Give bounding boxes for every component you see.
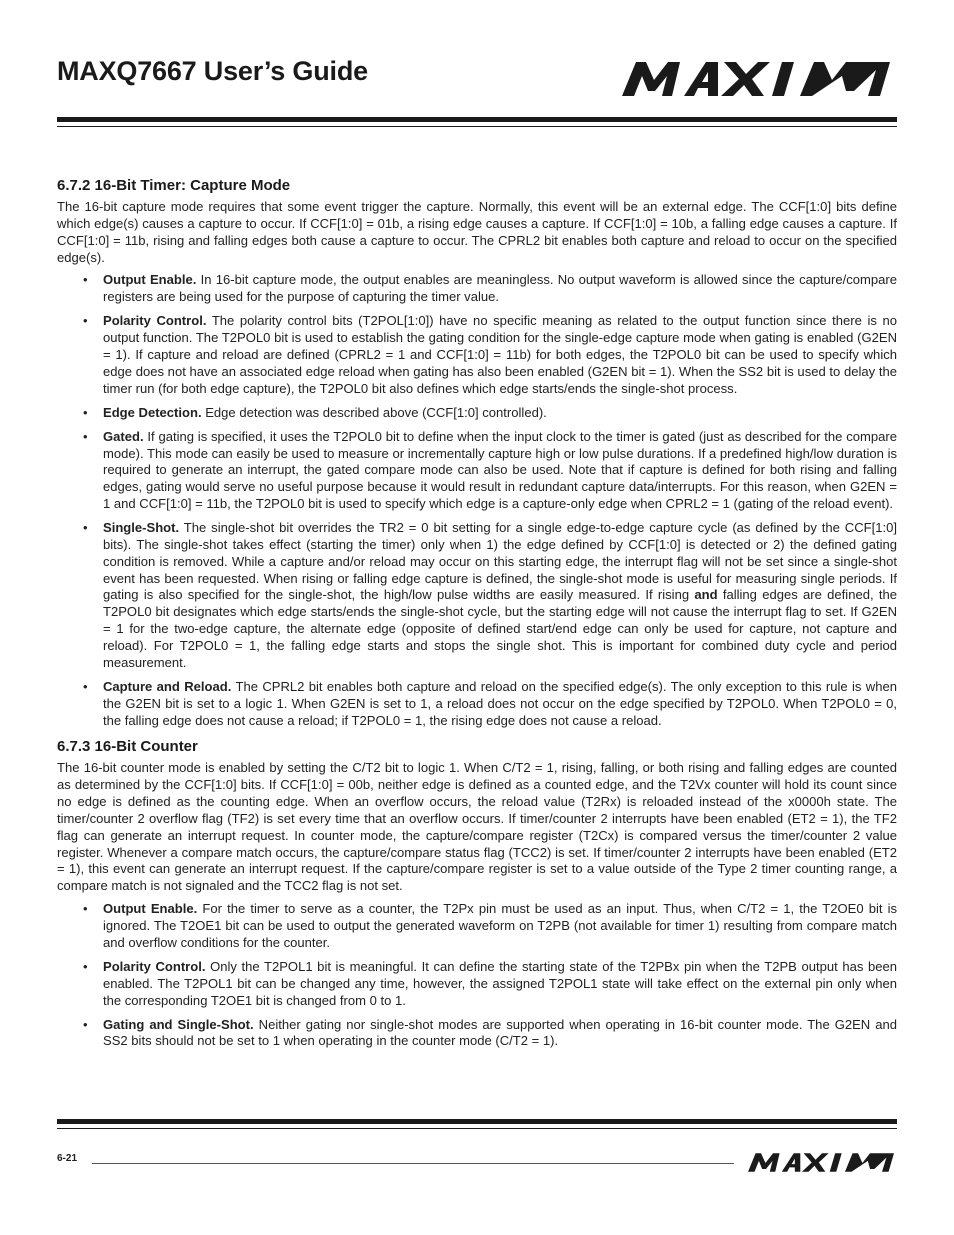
bullet-term: Output Enable. <box>103 901 198 917</box>
section-intro-counter: The 16-bit counter mode is enabled by setting the C/T2 bit to logic 1. When C/T2 = 1, rising, falling, or both rising and falling edges are counted as determined by the CCF[1:0] bits. If CCF[1:0] = 00b, neither edge is defined as a counted edge, and the T2Vx counter will hold its count since no edge is defined as the counting edge. When an overflow occurs, the reload value (T2Rx) is reloaded instead of the x0000h state. The timer/counter 2 overflow flag (TF2) is set every time that an overflow occurs. If timer/counter 2 interrupts have been enabled (ET2 = 1), the TF2 flag can generate an interrupt request. In counter mode, the capture/compare register (T2Cx) is compared versus the timer/counter 2 value register. Whenever a compare match occurs, the capture/compare status flag (TCC2) is set. If timer/counter 2 interrupts have been enabled (ET2 = 1), this event can generate an interrupt request. If the capture/compare register is set to a value outside of the Type 2 timer counting range, a compare match is not signaled and the TCC2 flag is not set. <box>57 760 897 894</box>
footer-rule-thick <box>57 1119 897 1124</box>
list-item <box>57 429 897 513</box>
list-item <box>57 313 897 397</box>
bullet-term: Polarity Control. <box>103 958 206 974</box>
list-item <box>57 520 897 672</box>
bullet-term: Capture and Reload. <box>103 678 232 694</box>
header-rule-thick <box>57 117 897 122</box>
bullet-text: The single-shot bit overrides the TR2 = 0 bit setting for a single edge-to-edge capture cycle (as defined by the CCF[1:0] bits). The single-shot takes effect (starting the timer) only when 1) the edge defined by CCF[1:0] is detected or 2) the defined gating condition is removed. While a capture and/or reload may occur on this starting edge, the interrupt flag will not be set since a single-shot event has been requested. When rising or falling edge capture is defined, the single-shot mode is useful for measuring single periods. If gating is also specified for the single-shot, the high/low pulse widths are easily measured. If rising <box>103 520 897 603</box>
bullet-text: Only the T2POL1 bit is meaningful. It can define the starting state of the T2PBx pin when the T2PB output has been enabled. The T2POL1 bit can be changed any time, however, the assigned T2POL1 state will take effect on the external pin only when the corresponding T2OE1 bit is changed from 0 to 1. <box>103 958 898 1008</box>
bullet-text: For the timer to serve as a counter, the T2Px pin must be used as an input. Thus, when C/T2 = 1, the T2OE0 bit is ignored. The T2OE1 bit can be used to output the generated waveform on T2PB (not available for timer 1) resulting from compare match and overflow conditions for the counter. <box>103 901 898 950</box>
bullet-term: Edge Detection. <box>103 404 202 420</box>
bullet-text: If gating is specified, it uses the T2POL0 bit to define when the input clock to the timer is gated (just as described for the compare mode). This mode can easily be used to measure or incrementally capture high or low pulse durations. If a predefined high/low duration is required to generate an interrupt, the gated compare mode can also be used. Note that if capture is defined for both rising and falling edges, gating would serve no useful purpose because it would result in redundant capture data/interrupts. For this reason, when G2EN = 1 and CCF[1:0] = 11b, the T2POL0 bit is used to specify which edge is a capture-only edge when CPRL2 = 1 (gating of the reload event). <box>103 428 897 512</box>
header-rule-thin <box>57 126 897 127</box>
bullet-term: Single-Shot. <box>103 520 180 536</box>
footer-divider <box>92 1163 734 1164</box>
list-item <box>57 901 897 952</box>
bullet-text-continued: falling edges are defined, the T2POL0 bit designates which edge starts/ends the single-shot cycle, but the starting edge will not cause the interrupt flag to set. If G2EN = 1 for the two-edge capture, the alternate edge (opposite of defined start/end edge can only be used for capture, not capture and reload). For T2POL0 = 1, the falling edge starts and stops the single shot. This is important for combined duty cycle and period measurement. <box>103 587 898 670</box>
bullet-term: Gated. <box>103 428 144 444</box>
footer-rule-thin <box>57 1128 897 1129</box>
list-item <box>57 679 897 730</box>
list-item <box>57 1017 897 1051</box>
list-item <box>57 959 897 1010</box>
section-heading-capture-mode: 6.7.2 16-Bit Timer: Capture Mode <box>57 177 291 194</box>
bullet-text: Neither gating nor single-shot modes are supported when operating in 16-bit counter mode. The G2EN and SS2 bits should not be set to 1 when operating in the counter mode (C/T2 = 1). <box>103 1016 897 1049</box>
bullet-list-counter <box>57 901 897 1050</box>
bullet-text: The CPRL2 bit enables both capture and reload on the specified edge(s). The only exception to this rule is when the G2EN bit is set to a logic 1. When G2EN is set to 1, a reload does not occur on the edge specified by T2POL0. When T2POL0 = 0, the falling edge does not cause a reload; if T2POL0 = 1, the rising edge does not cause a reload. <box>103 678 898 728</box>
maxim-logo <box>622 62 890 96</box>
bullet-term: Gating and Single-Shot. <box>103 1016 254 1032</box>
bullet-text: Edge detection was described above (CCF[1:0] controlled). <box>205 404 547 420</box>
bullet-emphasis: and <box>694 587 718 603</box>
list-item <box>57 272 897 306</box>
list-item <box>57 405 897 422</box>
main-content <box>57 177 897 1057</box>
maxim-logo-footer <box>748 1153 894 1172</box>
section-intro-capture-mode: The 16-bit capture mode requires that some event trigger the capture. Normally, this event will be an external edge. The CCF[1:0] bits define which edge(s) causes a capture to occur. If CCF[1:0] = 01b, a rising edge causes a capture. If CCF[1:0] = 10b, a falling edge causes a capture. If CCF[1:0] = 11b, rising and falling edges both cause a capture to occur. The CPRL2 bit enables both capture and reload to occur on the specified edge(s). <box>57 199 897 265</box>
page-number: 6-21 <box>57 1153 78 1164</box>
bullet-list-capture-mode <box>57 272 897 729</box>
bullet-term: Output Enable. <box>103 272 197 288</box>
section-heading-counter: 6.7.3 16-Bit Counter <box>57 738 198 756</box>
page-title: MAXQ7667 User’s Guide <box>57 56 368 86</box>
bullet-text: In 16-bit capture mode, the output enables are meaningless. No output waveform is allowed since the capture/compare registers are being used for the purpose of capturing the timer value. <box>103 272 897 305</box>
bullet-term: Polarity Control. <box>103 313 207 329</box>
bullet-text: The polarity control bits (T2POL[1:0]) have no specific meaning as related to the output function since there is no output function. The T2POL0 bit is used to establish the gating condition for the single-edge capture mode when gating is enabled (G2EN = 1). If capture and reload are defined (CPRL2 = 1 and CCF[1:0] = 11b) for both edges, the T2POL0 bit can be used to specify which edge does not have an associated edge reload when gating has also been enabled (G2EN bit = 1). When the SS2 bit is used to delay the timer run (for both edge capture), the T2POL0 bit also defines which edge starts/ends the single-shot process. <box>103 313 897 396</box>
